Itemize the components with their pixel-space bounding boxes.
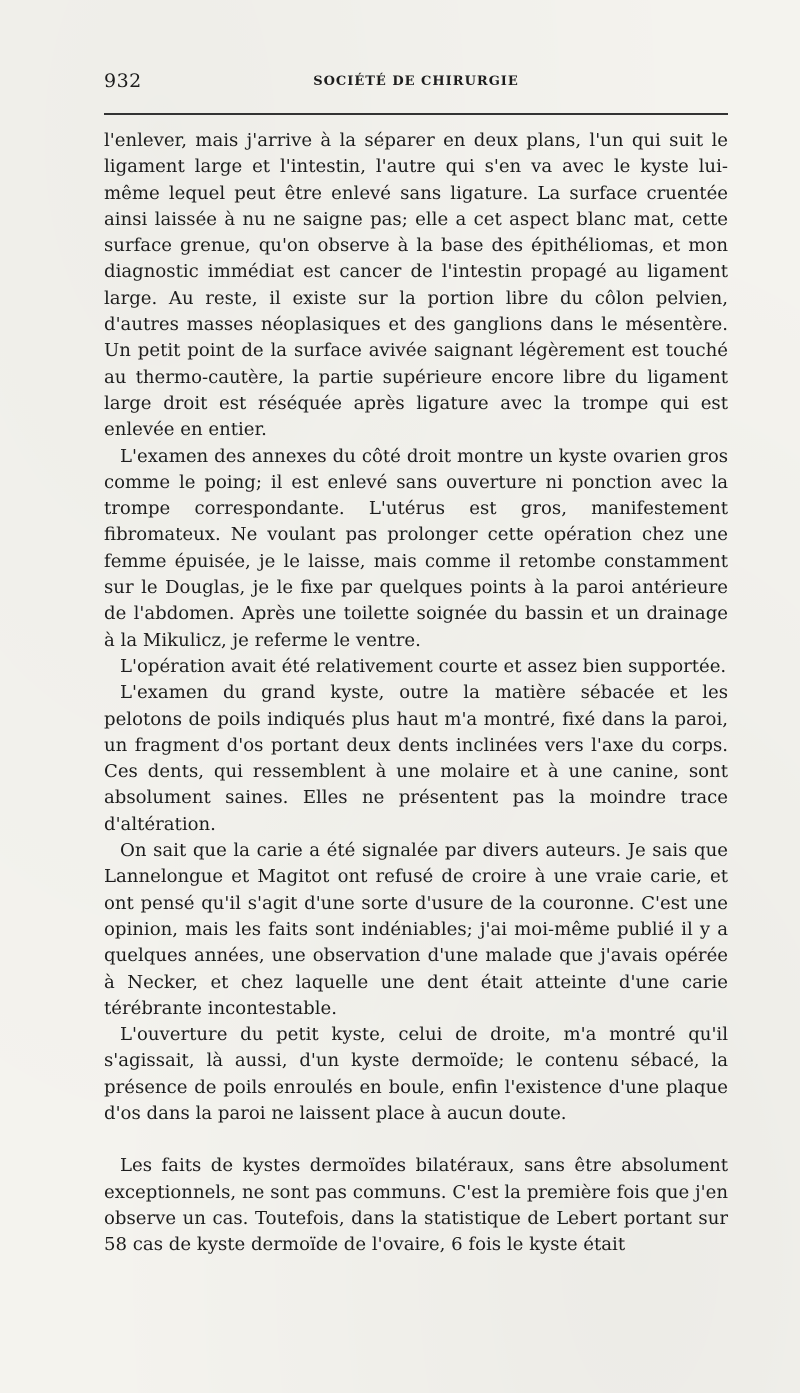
paragraph: l'enlever, mais j'arrive à la séparer en deux plans, l'un qui suit le ligament large et l'intestin, l'autre qui s'en va avec le kyste lui-même lequel peut être enlevé sans ligature. La surface cruentée ainsi laissée à nu ne saigne pas; elle a cet aspect blanc mat, cette surface grenue, qu'on observe à la base des épithéliomas, et mon diagnostic immédiat est cancer de l'intestin propagé au ligament large. Au reste, il existe sur la portion libre du côlon pelvien, d'autres masses néoplasiques et des ganglions dans le mésentère. Un petit point de la surface avivée saignant légèrement est touché au thermo-cautère, la partie supérieure encore libre du ligament large droit est réséquée après ligature avec la trompe qui est enlevée en entier. <box>104 130 728 441</box>
paragraph: Les faits de kystes dermoïdes bilatéraux, sans être absolument exceptionnels, ne sont pas communs. C'est la première fois que j'en observe un cas. Toutefois, dans la statistique de Lebert portant sur 58 cas de kyste dermoïde de l'ovaire, 6 fois le kyste était <box>104 1155 728 1256</box>
paragraph: L'ouverture du petit kyste, celui de droite, m'a montré qu'il s'agissait, là aussi, d'un kyste dermoïde; le contenu sébacé, la présence de poils enroulés en boule, enfin l'existence d'une plaque d'os dans la paroi ne laissent place à aucun doute. <box>104 1024 728 1124</box>
page-header <box>104 66 728 96</box>
paragraph: L'opération avait été relativement courte et assez bien supportée. <box>120 655 727 677</box>
body-text <box>104 128 728 1258</box>
paragraph: On sait que la carie a été signalée par divers auteurs. Je sais que Lannelongue et Magitot ont refusé de croire à une vraie carie, et ont pensé qu'il s'agit d'une sorte d'usure de la couronne. C'est une opinion, mais les faits sont indéniables; j'ai moi-même publié il y a quelques années, une observation d'une malade que j'avais opérée à Necker, et chez laquelle une dent était atteinte d'une carie térébrante incontestable. <box>104 840 728 1019</box>
paragraph: L'examen des annexes du côté droit montre un kyste ovarien gros comme le poing; il est enlevé sans ouverture ni ponction avec la trompe correspondante. L'utérus est gros, manifestement fibromateux. Ne voulant pas prolonger cette opération chez une femme épuisée, je le laisse, mais comme il retombe constamment sur le Douglas, je le fixe par quelques points à la paroi antérieure de l'abdomen. Après une toilette soignée du bassin et un drainage à la Mikulicz, je referme le ventre. <box>104 445 728 651</box>
running-title: SOCIÉTÉ DE CHIRURGIE <box>313 74 519 89</box>
paragraph: L'examen du grand kyste, outre la matière sébacée et les pelotons de poils indiqués plus haut m'a montré, fixé dans la paroi, un fragment d'os portant deux dents inclinées vers l'axe du corps. Ces dents, qui ressemblent à une molaire et à une canine, sont absolument saines. Elles ne présentent pas la moindre trace d'altération. <box>104 682 728 835</box>
page-number: 932 <box>104 70 142 92</box>
header-rule <box>104 113 728 115</box>
